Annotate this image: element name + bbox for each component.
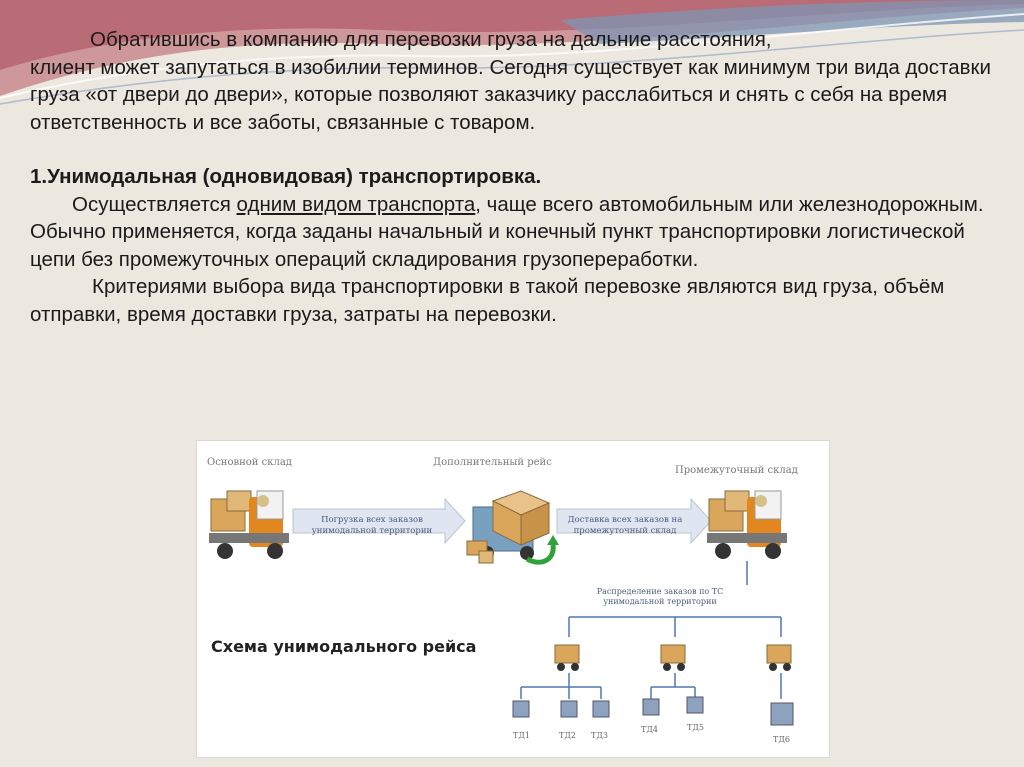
store-icon (593, 701, 609, 717)
td-label: ТД6 (773, 735, 790, 744)
store-icon (771, 703, 793, 725)
truck-icon (467, 491, 559, 563)
p2-underlined: одним видом транспорта (236, 192, 476, 216)
label-extra-trip: Дополнительный рейс (433, 457, 552, 468)
p2-after: , чаще всего автомобильным или железнодорожным. Обычно применяется, когда заданы начальный и конечный пункт транспортировки логистической цепи без промежуточных операций складирования грузопереработки. (30, 192, 984, 271)
store-icon (561, 701, 577, 717)
unimodal-scheme-figure (196, 440, 830, 758)
intro-line1: Обратившись в компанию для перевозки груза на дальние расстояния, (90, 28, 772, 51)
td-label: ТД5 (687, 723, 704, 732)
intro-paragraph (30, 26, 1000, 136)
small-truck-icon (661, 645, 685, 671)
scheme-title: Схема унимодального рейса (211, 637, 477, 656)
label-intermediate-warehouse: Промежуточный склад (675, 465, 798, 476)
paragraph-3 (30, 273, 1000, 328)
section-heading: 1.Унимодальная (одновидовая) транспортировка. (30, 165, 542, 188)
td-label: ТД3 (591, 731, 608, 740)
forklift-icon (707, 491, 787, 559)
store-icon (643, 699, 659, 715)
arrow-2-label: Доставка всех заказов на промежуточный склад (567, 515, 683, 536)
p3-text: Критериями выбора вида транспортировки в такой перевозке являются вид груза, объём отправки, время доставки груза, затраты на перевозки. (30, 275, 945, 326)
td-label: ТД2 (559, 731, 576, 740)
store-icon (687, 697, 703, 713)
distribution-label: Распределение заказов по ТС унимодальной территории (596, 587, 724, 606)
small-truck-icon (555, 645, 579, 671)
store-icon (513, 701, 529, 717)
label-main-warehouse: Основной склад (207, 457, 292, 468)
p2-before: Осуществляется (72, 192, 237, 216)
forklift-icon (209, 491, 289, 559)
slide-text (30, 26, 1000, 328)
intro-rest: клиент может запутаться в изобилии терминов. Сегодня существует как минимум три вида доставки груза «от двери до двери», которые позволяют заказчику расслабиться и снять с себя на время ответственность и все заботы, связанные с товаром. (30, 55, 991, 134)
paragraph-2 (30, 191, 1000, 274)
small-truck-icon (767, 645, 791, 671)
td-label: ТД1 (513, 731, 530, 740)
arrow-1-label: Погрузка всех заказов унимодальной территории (311, 515, 433, 536)
td-label: ТД4 (641, 725, 658, 734)
